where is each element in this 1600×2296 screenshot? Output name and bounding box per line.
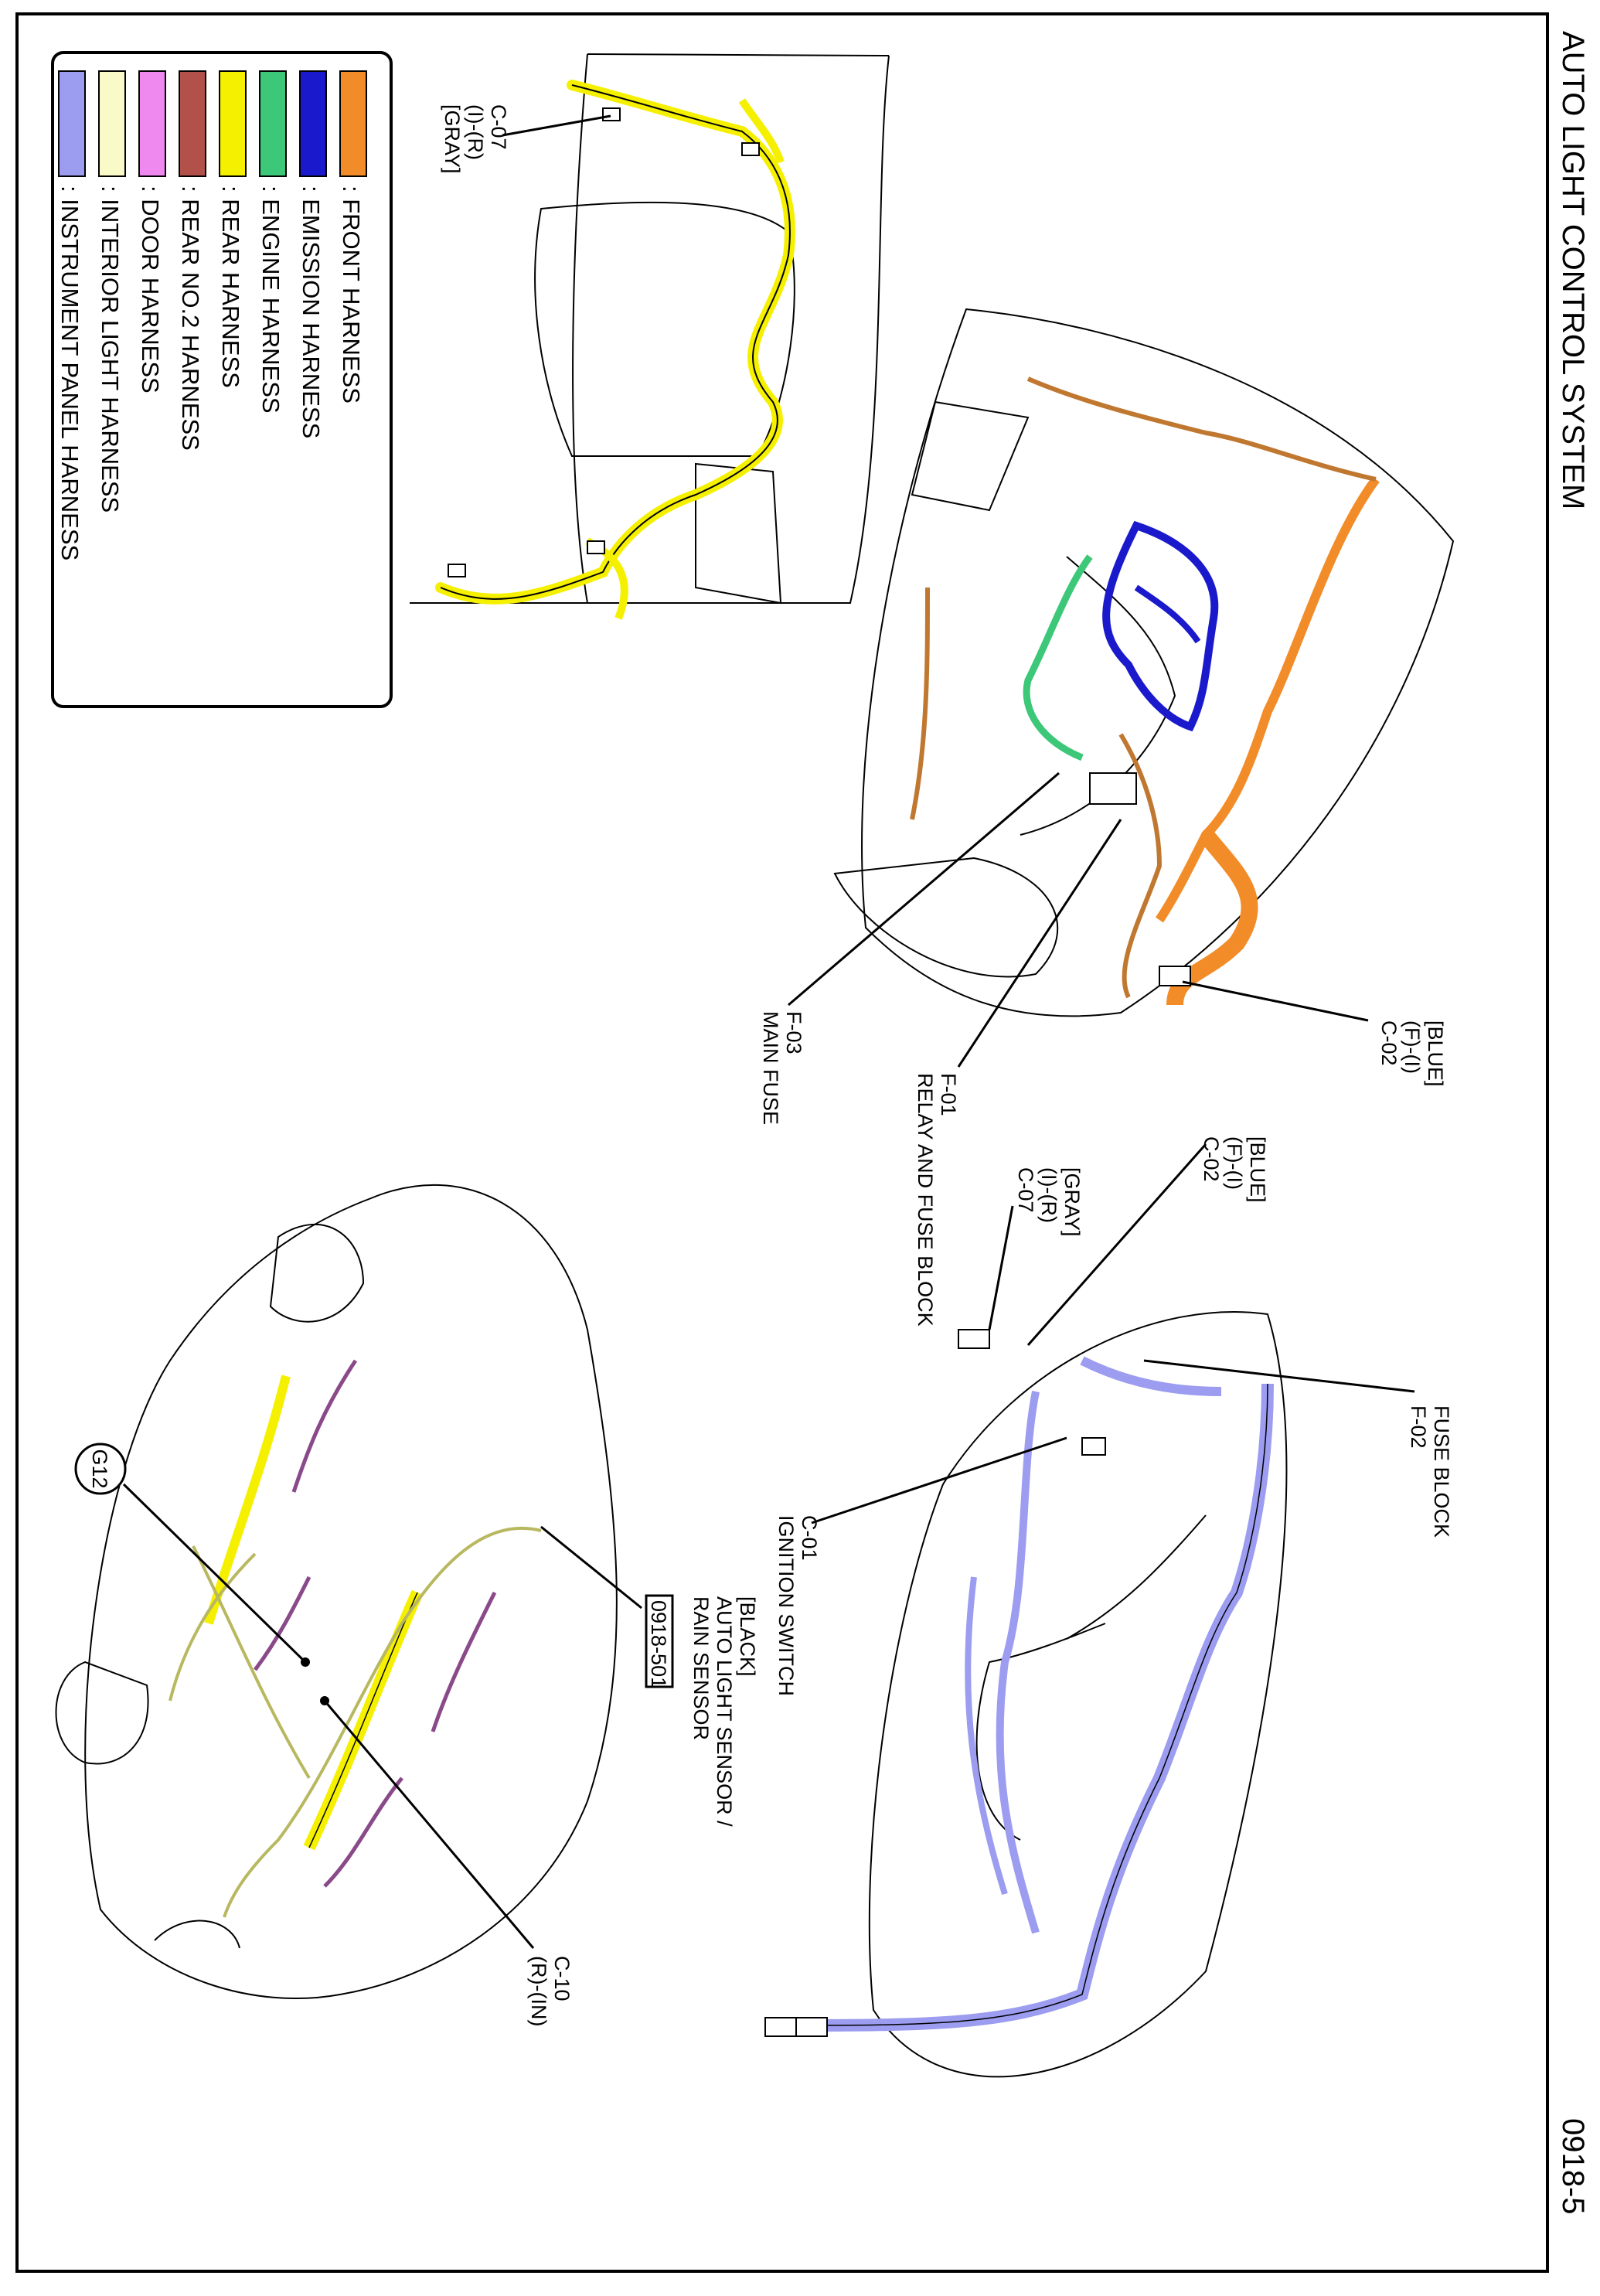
page-number: 0918-5	[1556, 2118, 1590, 2215]
f01-line2: RELAY AND FUSE BLOCK	[914, 1073, 937, 1327]
page-title: AUTO LIGHT CONTROL SYSTEM	[1556, 31, 1590, 510]
c07-dash-line2: (I)-(R)	[1037, 1167, 1060, 1223]
label-c02-engine	[1377, 1020, 1447, 1087]
c02-engine-line2: (F)-(I)	[1401, 1020, 1424, 1074]
label-c10	[527, 1956, 574, 2026]
vehicle-overview-view	[56, 1185, 642, 1998]
c02-dash-line2: (F)-(I)	[1223, 1136, 1246, 1190]
legend-label: : INSTRUMENT PANEL HARNESS	[56, 186, 83, 561]
label-f01	[914, 1073, 960, 1327]
legend-swatch	[300, 71, 326, 176]
f02-line1: FUSE BLOCK	[1430, 1405, 1453, 1538]
legend-swatch	[220, 71, 246, 176]
legend-swatch	[340, 71, 366, 176]
label-sensor	[689, 1596, 759, 1827]
legend-swatch	[179, 71, 206, 176]
legend-swatch	[59, 71, 85, 176]
label-f03	[759, 1011, 805, 1125]
f01-line1: F-01	[937, 1073, 960, 1116]
label-c07-top	[441, 104, 510, 174]
legend-label: : ENGINE HARNESS	[257, 186, 284, 414]
harness-color-legend	[53, 53, 391, 707]
c07-dash-line3: C-07	[1014, 1167, 1037, 1213]
legend-item	[257, 71, 286, 414]
legend-swatch	[139, 71, 165, 176]
sensor-line2: AUTO LIGHT SENSOR /	[713, 1596, 736, 1827]
c07-dash-line1: [GRAY]	[1060, 1167, 1084, 1237]
label-f02	[1407, 1405, 1453, 1538]
instrument-panel-view	[765, 1144, 1414, 2076]
legend-item	[217, 71, 246, 388]
legend-item	[97, 71, 125, 513]
c02-dash-line3: C-02	[1200, 1136, 1223, 1182]
reference-box-0918-501	[646, 1596, 672, 1688]
f03-line1: F-03	[782, 1011, 805, 1054]
legend-item	[56, 71, 85, 560]
legend-item	[338, 71, 366, 404]
c02-engine-line3: C-02	[1377, 1020, 1401, 1066]
legend-label: : DOOR HARNESS	[137, 186, 164, 393]
legend-label: : INTERIOR LIGHT HARNESS	[97, 186, 124, 513]
legend-label: : FRONT HARNESS	[338, 186, 365, 404]
label-c02-dash	[1200, 1136, 1269, 1203]
c07-top-line1: C-07	[487, 104, 510, 150]
f03-line2: MAIN FUSE	[759, 1011, 782, 1126]
label-c07-dash	[1014, 1167, 1084, 1237]
c10-line1: C-10	[550, 1956, 574, 2001]
legend-swatch	[260, 71, 286, 176]
c01-line2: IGNITION SWITCH	[774, 1515, 798, 1696]
sensor-line1: [BLACK]	[736, 1596, 759, 1677]
engine-compartment-view	[788, 309, 1453, 1067]
c07-top-line3: [GRAY]	[441, 104, 464, 174]
legend-label: : REAR NO.2 HARNESS	[177, 186, 204, 451]
legend-label: : EMISSION HARNESS	[298, 186, 325, 439]
sensor-line3: RAIN SENSOR	[689, 1596, 713, 1741]
c02-dash-line1: [BLUE]	[1246, 1136, 1269, 1203]
legend-label: : REAR HARNESS	[217, 186, 244, 388]
c10-line2: (R)-(IN)	[527, 1956, 550, 2027]
legend-item	[177, 71, 206, 451]
g12-text: G12	[88, 1449, 111, 1489]
legend-item	[137, 71, 165, 393]
legend-item	[298, 71, 326, 438]
ground-point-g12	[76, 1444, 125, 1494]
reference-box-text: 0918-501	[647, 1600, 670, 1689]
legend-swatch	[99, 71, 125, 176]
label-c01	[774, 1515, 821, 1696]
f02-line2: F-02	[1407, 1405, 1430, 1449]
c01-line1: C-01	[798, 1515, 821, 1561]
c07-top-line2: (I)-(R)	[464, 104, 487, 160]
c02-engine-line1: [BLUE]	[1424, 1020, 1447, 1087]
